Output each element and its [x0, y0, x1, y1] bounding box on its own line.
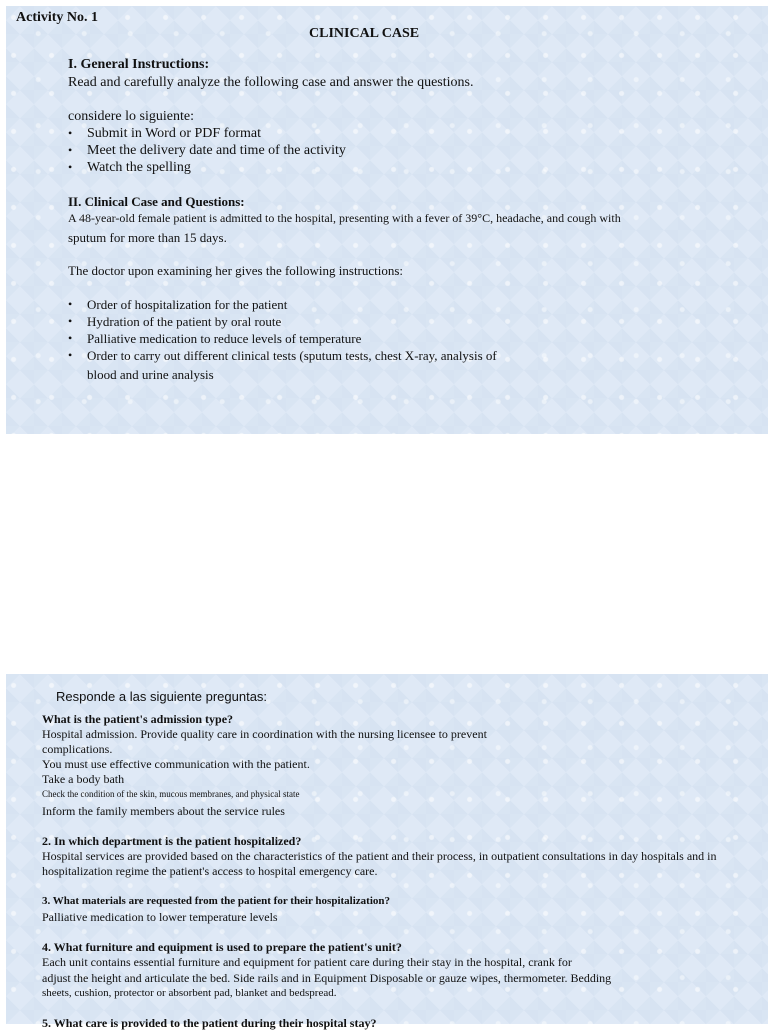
answer-4-line: adjust the height and articulate the bed. Side rails and in Equipment Disposable or gauze wipes, thermometer. Bedding: [42, 971, 612, 985]
question-4: 4. What furniture and equipment is used to prepare the patient's unit?: [42, 940, 402, 954]
answer-2-line: Hospital services are provided based on the characteristics of the patient and their process, in outpatient consultations in day hospitals and in: [42, 849, 717, 863]
instruction-item: Submit in Word or PDF format: [87, 126, 262, 141]
doctor-text: The doctor upon examining her gives the following instructions:: [68, 263, 404, 278]
questions-intro: Responde a las siguiente preguntas:: [56, 689, 268, 704]
order-item: Order of hospitalization for the patient: [87, 297, 288, 312]
order-item-continuation: blood and urine analysis: [87, 367, 214, 382]
case-text-line: sputum for more than 15 days.: [68, 230, 227, 245]
document-page-2: [6, 674, 768, 1030]
bullet-icon: •: [68, 297, 73, 311]
answer-1-line: You must use effective communication with the patient.: [42, 757, 310, 771]
bullet-icon: •: [68, 143, 73, 157]
section-heading-case: II. Clinical Case and Questions:: [68, 194, 245, 209]
answer-1-line: Inform the family members about the service rules: [42, 804, 285, 818]
instructions-text: Read and carefully analyze the following case and answer the questions.: [68, 75, 474, 90]
answer-1-line: Hospital admission. Provide quality care in coordination with the nursing licensee to prevent: [42, 727, 487, 741]
instruction-item: Watch the spelling: [87, 160, 191, 175]
bullet-icon: •: [68, 314, 73, 328]
order-item: Palliative medication to reduce levels of temperature: [87, 331, 362, 346]
activity-label: Activity No. 1: [16, 10, 99, 25]
answer-4-line: Each unit contains essential furniture and equipment for patient care during their stay in the hospital, crank for: [42, 955, 572, 969]
question-5: 5. What care is provided to the patient during their hospital stay?: [42, 1016, 377, 1030]
considere-text: considere lo siguiente:: [68, 109, 194, 124]
question-2: 2. In which department is the patient hospitalized?: [42, 834, 302, 848]
question-3: 3. What materials are requested from the patient for their hospitalization?: [42, 895, 390, 907]
bullet-icon: •: [68, 331, 73, 345]
page-title: CLINICAL CASE: [309, 26, 420, 41]
document-page-1: [6, 6, 768, 434]
bullet-icon: •: [68, 160, 73, 174]
order-item: Hydration of the patient by oral route: [87, 314, 282, 329]
bullet-icon: •: [68, 348, 73, 362]
answer-4-line: sheets, cushion, protector or absorbent pad, blanket and bedspread.: [42, 987, 337, 999]
answer-3: Palliative medication to lower temperature levels: [42, 910, 278, 924]
answer-1-line: Take a body bath: [42, 772, 125, 786]
case-text-line: A 48-year-old female patient is admitted to the hospital, presenting with a fever of 39°C, headache, and cough with: [68, 211, 621, 225]
instruction-item: Meet the delivery date and time of the activity: [87, 143, 346, 158]
section-heading-instructions: I. General Instructions:: [68, 57, 210, 72]
bullet-icon: •: [68, 126, 73, 140]
answer-1-line: complications.: [42, 742, 113, 756]
question-1: What is the patient's admission type?: [42, 712, 234, 726]
answer-2-line: hospitalization regime the patient's access to hospital emergency care.: [42, 864, 378, 878]
order-item: Order to carry out different clinical tests (sputum tests, chest X-ray, analysis of: [87, 348, 497, 363]
answer-1-small-note: Check the condition of the skin, mucous membranes, and physical state: [42, 789, 300, 799]
